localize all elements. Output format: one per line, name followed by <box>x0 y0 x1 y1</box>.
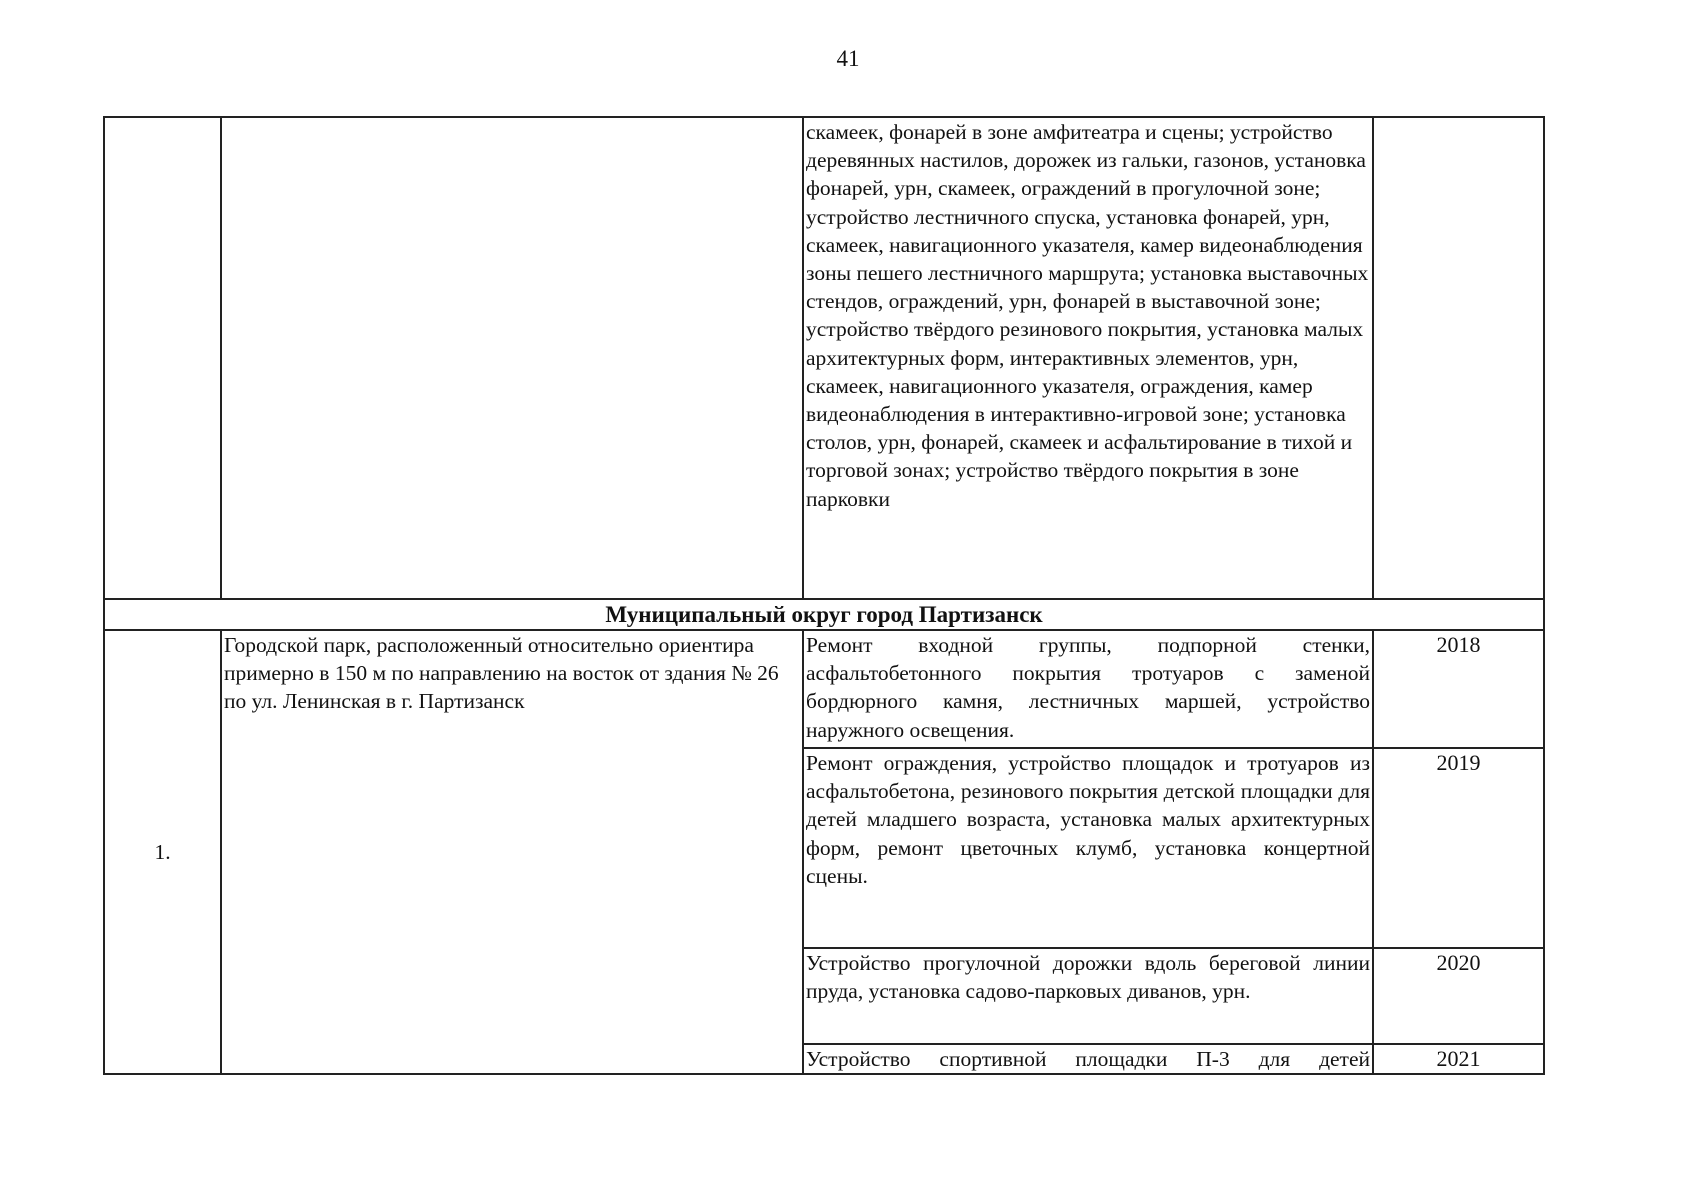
works-cell <box>803 948 1373 1044</box>
year-cell: 2019 <box>1373 748 1544 948</box>
works-cell <box>803 748 1373 948</box>
page-number: 41 <box>836 46 860 71</box>
continuation-row <box>104 117 1544 599</box>
continuation-works-text: скамеек, фонарей в зоне амфитеатра и сцены; устройство деревянных настилов, дорожек из гальки, газонов, установка фонарей, урн, скамеек, ограждений в прогулочной зоне; устройство лестничного спуска, установка фонарей, урн, скамеек, навигационного указателя, камер видеонаблюдения зоны пешего лестничного маршрута; установка выставочных стендов, ограждений, урн, фонарей в выставочной зоне; устройство твёрдого резинового покрытия, установка малых архитектурных форм, интерактивных элементов, урн, скамеек, навигационного указателя, ограждения, камер видеонаблюдения в интерактивно-игровой зоне; установка столов, урн, фонарей, скамеек и асфальтирование в тихой и торговой зонах; устройство твёрдого покрытия в зоне парковки <box>806 120 1369 511</box>
entry-number: 1. <box>104 630 221 1074</box>
year-cell: 2018 <box>1373 630 1544 748</box>
works-text: Ремонт ограждения, устройство площадок и тротуаров из асфальтобетона, резинового покрытия детской площадки для детей младшего возраста, установка малых архитектурных форм, ремонт цветочных клумб, установка концертной сцены. <box>806 751 1370 888</box>
section-header-row <box>104 599 1544 630</box>
improvement-table <box>103 116 1545 1075</box>
year-cell: 2021 <box>1373 1044 1544 1074</box>
entry-name-cell <box>221 630 803 1074</box>
works-cell <box>803 630 1373 748</box>
section-title: Муниципальный округ город Партизанск <box>104 599 1544 630</box>
continuation-works-cell <box>803 117 1373 599</box>
works-text: Ремонт входной группы, подпорной стенки, асфальтобетонного покрытия тротуаров с заменой бордюрного камня, лестничных маршей, устройство наружного освещения. <box>806 633 1370 742</box>
continuation-name-cell <box>221 117 803 599</box>
continuation-number-cell <box>104 117 221 599</box>
continuation-year-cell <box>1373 117 1544 599</box>
year-cell: 2020 <box>1373 948 1544 1044</box>
entry-name: Городской парк, расположенный относительно ориентира примерно в 150 м по направлению на восток от здания № 26 по ул. Ленинская в г. Партизанск <box>224 633 779 714</box>
table-row <box>104 630 1544 748</box>
works-text: Устройство спортивной площадки П-3 для детей <box>806 1047 1370 1071</box>
works-text: Устройство прогулочной дорожки вдоль береговой линии пруда, установка садово-парковых диванов, урн. <box>806 951 1370 1004</box>
works-cell <box>803 1044 1373 1074</box>
